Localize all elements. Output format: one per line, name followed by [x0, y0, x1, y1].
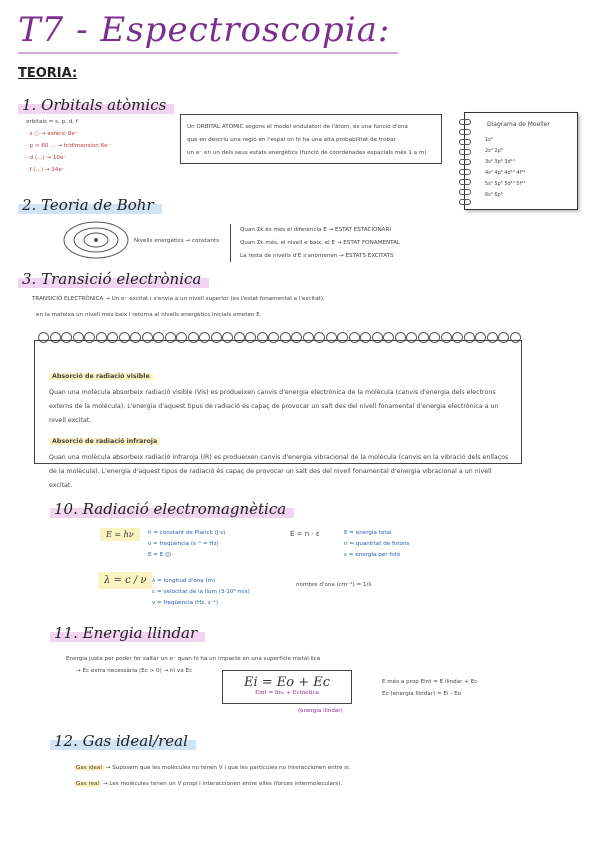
gas-ideal-label: Gas ideal: [76, 765, 102, 771]
formula-wavenumber: nombre d'ona (cm⁻¹) = 1/λ: [296, 582, 372, 588]
orbital-line: · p ∞ 60 ... → tridimension 6e⁻: [26, 143, 111, 149]
bohr-levels-text: Nivells energètics → constants: [134, 238, 220, 244]
orbital-line: · f (...) → 14e⁻: [26, 167, 65, 173]
formula-def: ε = energia per fotó: [344, 552, 401, 558]
formula-def: E = E (J): [148, 552, 172, 558]
orbital-definition-box: [180, 114, 442, 164]
formula-def: λ = longitud d'ona (m): [152, 578, 216, 584]
formula-def: n = quantitat de fotons: [344, 541, 410, 547]
heading-gas: 12. Gas ideal/real: [50, 732, 196, 750]
llindar-line-2: → Ec extra necessària (Ec > 0) → hi va Ec: [76, 668, 193, 674]
llindar-right: Ec (energia llindar) = Ei - Eo: [382, 691, 462, 697]
moeller-diagram-note: [464, 112, 578, 210]
formula-def: ν = freqüència (s⁻¹ = Hz): [148, 541, 219, 547]
moeller-row: 5s² 5p⁶ 5d¹⁰ 5f¹⁴: [485, 181, 526, 187]
formula-llindar: Ei = Eo + Ec: [243, 675, 331, 690]
moeller-row: 2s² 2p⁶: [485, 148, 503, 154]
absorption-box: [34, 340, 522, 489]
title-underline: [18, 52, 398, 54]
abs-visible-text: Quan una molècula absorbeix radiació visible (Vis) es produeixen canvis d'energia electrònica de la molècula (canvis d'energia dels electrons externs de la molècula). L'energia d'aquest tipus de radiació és capaç de provocar un salt des del nivell fonamental d'energia electrònica a un nivell excitat.: [49, 389, 499, 424]
moeller-row: 1s²: [485, 137, 493, 143]
bohr-line: Quan Σk és més el diferència E → ESTAT ESTACIONARI: [240, 227, 391, 233]
gas-real-text: → Les molècules tenen un V propi i interaccionen entre elles (forces intermoleculars).: [102, 781, 343, 787]
page-title: T7 - Espectroscopia:: [18, 10, 391, 50]
llindar-line-1: Energia justa per poder fer saltar un e⁻ quan hi ha un impacte en una superfície metàl·lica: [66, 656, 321, 662]
bohr-atom-icon: [62, 220, 130, 260]
transicio-line-1: TRANSICIÓ ELECTRÒNICA → Un e⁻ excitat i s'envia a un nivell superior (es l'estat fonamental a l'excitat),: [32, 296, 325, 302]
definition-line: un e⁻ en un dels seus estats energètics (funció de coordenades espacials més 1 a m): [187, 150, 427, 156]
formula-llindar-label: (energia llindar): [298, 708, 343, 714]
llindar-right: E més a prop Eint = E llindar + Ec: [382, 679, 478, 685]
moeller-title: Diagrama de Moeller: [487, 121, 550, 128]
definition-line: Un ORBITAL ATÒMIC segons el model ondulatori de l'àtom, és una funció d'ona: [187, 124, 408, 130]
bohr-line: La resta de nivells d'E s'anomenen → ESTATS EXCITATS: [240, 253, 394, 259]
formula-e-n: E = n · ε: [290, 530, 320, 538]
orbital-line: · s ○ → esfèric 8e⁻: [26, 131, 78, 137]
section-label-teoria: TEORIA:: [18, 66, 78, 81]
formula-def: c = velocitat de la llum (3·10⁸ m/s): [152, 589, 250, 595]
orbitals-list: [26, 116, 176, 176]
brace: [230, 224, 234, 262]
abs-ir-text: Quan una molècula absorbeix radiació infraroja (IR) es produeixen canvis d'energia vibracional de la molècula (canvis en la vibració dels enllaços de la molècula). L'energia d'aquest tipus de radiació és capaç de provocar un salt des del nivell fonamental d'energia vibracional a un nivell excitat.: [49, 454, 509, 489]
moeller-row: 3s² 3p⁶ 3d¹⁰: [485, 159, 515, 165]
abs-visible-title: Absorció de radiació visible: [49, 373, 153, 380]
moeller-row: 4s² 4p⁶ 4d¹⁰ 4f¹⁴: [485, 170, 526, 176]
orbital-line: orbitals = s, p, d, f: [26, 119, 78, 125]
heading-orbitals: 1. Orbitals atòmics: [18, 96, 174, 114]
orbital-line: · d (...) → 10e⁻: [26, 155, 67, 161]
formula-llindar-box: [222, 670, 352, 704]
heading-llindar: 11. Energia llindar: [50, 624, 205, 642]
transicio-line-2: en la mateixa un nivell més baix i retorna al nivells energètics inicials emeten E.: [36, 312, 262, 318]
heading-radiacio: 10. Radiació electromagnètica: [50, 500, 294, 518]
moeller-row: 6s² 6p⁶: [485, 192, 503, 198]
gas-real-label: Gas real: [76, 781, 100, 787]
definition-line: que en descriu una regió en l'espai on hi ha una alta probabilitat de trobar: [187, 137, 396, 143]
formula-e-hv: E = hν: [100, 528, 140, 541]
heading-transicio: 3. Transició electrònica: [18, 270, 209, 288]
gas-ideal-text: → Suposem que les molècules no tenen V i que les partícules no interaccionen entre si.: [105, 765, 351, 771]
formula-def: ν = freqüència (Hz, s⁻¹): [152, 600, 219, 606]
heading-bohr: 2. Teoria de Bohr: [18, 196, 162, 214]
bohr-line: Quan Σk més, el nivell e baix, el E → ESTAT FONAMENTAL: [240, 240, 401, 246]
abs-ir-title: Absorció de radiació infraroja: [49, 438, 160, 445]
formula-def: E = energia total: [344, 530, 392, 536]
formula-def: h = constant de Planck (J·s): [148, 530, 226, 536]
formula-lambda: λ = c / ν: [98, 572, 152, 589]
formula-llindar-sub: Eint = hν₀ + Ecinètica: [255, 690, 319, 696]
